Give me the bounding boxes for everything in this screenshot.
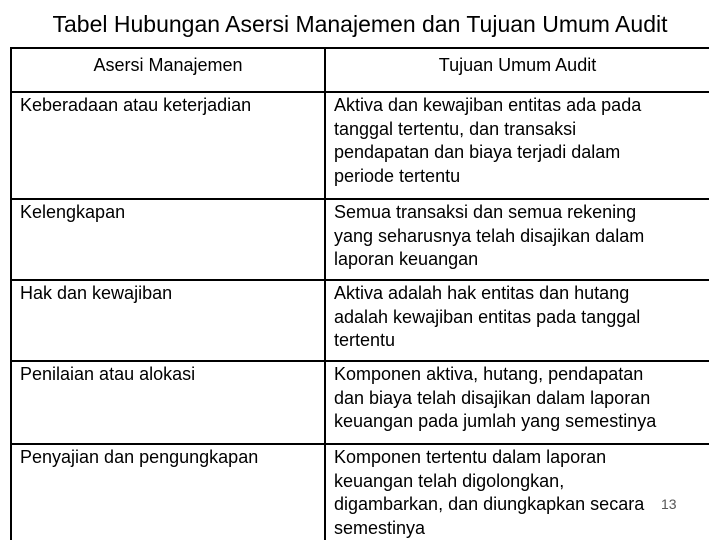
tujuan-line: semestinya xyxy=(334,517,426,538)
tujuan-line: periode tertentu xyxy=(334,165,461,186)
tujuan-line: Aktiva dan kewajiban entitas ada pada xyxy=(334,95,642,115)
assertion-table-container xyxy=(10,47,709,540)
tujuan-line: tanggal tertentu, dan transaksi xyxy=(334,118,577,139)
asersi-cell: Kelengkapan xyxy=(11,199,325,280)
tujuan-line: Semua transaksi dan semua rekening xyxy=(334,202,637,222)
column-header-tujuan: Tujuan Umum Audit xyxy=(325,48,709,92)
tujuan-cell xyxy=(325,280,709,361)
tujuan-line: digambarkan, dan diungkapkan secara xyxy=(334,494,645,514)
page-title: Tabel Hubungan Asersi Manajemen dan Tujuan Umum Audit xyxy=(52,11,668,37)
tujuan-line: laporan keuangan xyxy=(334,249,479,269)
asersi-cell: Penilaian atau alokasi xyxy=(11,361,325,444)
tujuan-line: adalah kewajiban entitas pada tanggal xyxy=(334,306,641,327)
tujuan-line: Komponen aktiva, hutang, pendapatan xyxy=(334,364,644,384)
tujuan-cell xyxy=(325,444,709,540)
asersi-cell: Hak dan kewajiban xyxy=(11,280,325,361)
table-row xyxy=(11,92,709,199)
asersi-cell: Penyajian dan pengungkapan xyxy=(11,444,325,540)
table-row xyxy=(11,280,709,361)
column-header-asersi: Asersi Manajemen xyxy=(11,48,325,92)
tujuan-cell xyxy=(325,199,709,280)
asersi-cell: Keberadaan atau keterjadian xyxy=(11,92,325,199)
page-number: 13 xyxy=(661,496,677,512)
tujuan-line: yang seharusnya telah disajikan dalam xyxy=(334,225,645,246)
tujuan-cell xyxy=(325,361,709,444)
tujuan-line: Komponen tertentu dalam laporan xyxy=(334,447,607,467)
tujuan-line: tertentu xyxy=(334,330,396,350)
table-header-row xyxy=(11,48,709,92)
tujuan-line: pendapatan dan biaya terjadi dalam xyxy=(334,142,621,162)
table-row xyxy=(11,361,709,444)
tujuan-line: dan biaya telah disajikan dalam laporan xyxy=(334,387,651,408)
tujuan-line: keuangan telah digolongkan, xyxy=(334,470,565,491)
assertion-table xyxy=(10,47,709,540)
tujuan-line: Aktiva adalah hak entitas dan hutang xyxy=(334,283,630,303)
table-row xyxy=(11,199,709,280)
tujuan-cell xyxy=(325,92,709,199)
tujuan-line: keuangan pada jumlah yang semestinya xyxy=(334,411,657,431)
table-row xyxy=(11,444,709,540)
